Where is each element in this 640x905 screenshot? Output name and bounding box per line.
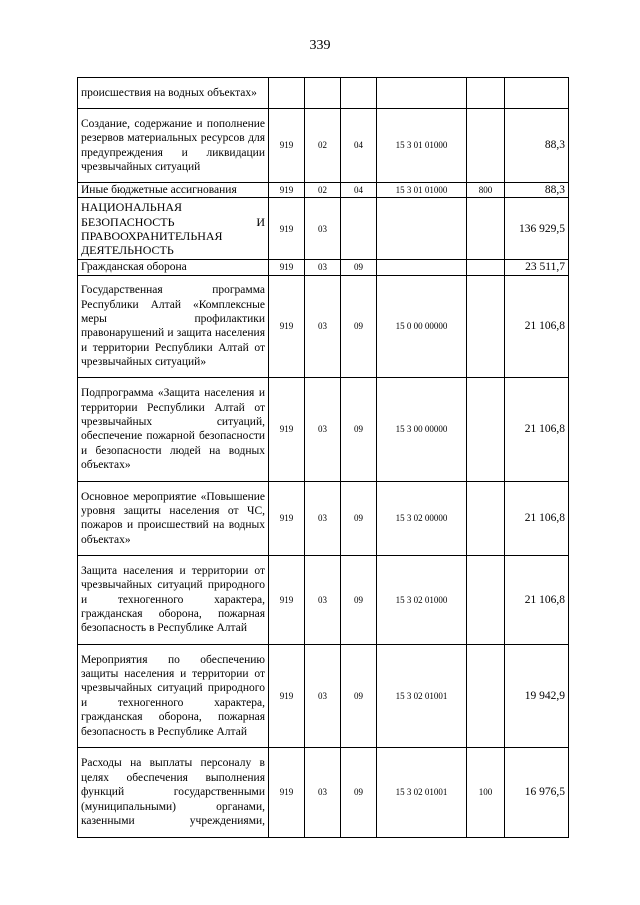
row-grbs: 919 <box>269 377 305 481</box>
row-csr: 15 3 02 01001 <box>377 644 467 747</box>
row-csr: 15 3 00 00000 <box>377 377 467 481</box>
row-name: Расходы на выплаты персоналу в целях обеспечения выполнения функций государственными (муниципальными) органами, казенными учреждениями, <box>78 747 269 837</box>
row-csr <box>377 198 467 260</box>
row-sum: 16 976,5 <box>505 747 569 837</box>
row-sum <box>505 78 569 109</box>
row-rz: 03 <box>305 260 341 275</box>
row-pr <box>341 78 377 109</box>
row-vr: 800 <box>467 183 505 198</box>
table-row <box>78 481 569 555</box>
row-grbs: 919 <box>269 644 305 747</box>
row-sum: 21 106,8 <box>505 377 569 481</box>
row-vr: 100 <box>467 747 505 837</box>
row-name: Гражданская оборона <box>78 260 269 275</box>
row-csr: 15 3 01 01000 <box>377 109 467 183</box>
row-rz <box>305 78 341 109</box>
row-name: Создание, содержание и пополнение резервов материальных ресурсов для предупреждения и ликвидации чрезвычайных ситуаций <box>78 109 269 183</box>
row-name: НАЦИОНАЛЬНАЯ БЕЗОПАСНОСТЬ И ПРАВООХРАНИТЕЛЬНАЯ ДЕЯТЕЛЬНОСТЬ <box>78 198 269 260</box>
row-sum: 21 106,8 <box>505 481 569 555</box>
row-rz: 03 <box>305 481 341 555</box>
row-name: Основное мероприятие «Повышение уровня защиты населения от ЧС, пожаров и происшествий на водных объектах» <box>78 481 269 555</box>
row-sum: 21 106,8 <box>505 275 569 377</box>
row-sum: 88,3 <box>505 109 569 183</box>
row-rz: 03 <box>305 644 341 747</box>
row-vr <box>467 198 505 260</box>
row-vr <box>467 555 505 644</box>
row-name: Мероприятия по обеспечению защиты населения и территории от чрезвычайных ситуаций природного и техногенного характера, гражданская оборона, пожарная безопасность в Республике Алтай <box>78 644 269 747</box>
row-grbs: 919 <box>269 275 305 377</box>
table-row <box>78 183 569 198</box>
row-grbs: 919 <box>269 481 305 555</box>
row-pr: 09 <box>341 377 377 481</box>
row-pr: 09 <box>341 260 377 275</box>
row-pr: 09 <box>341 555 377 644</box>
row-grbs: 919 <box>269 260 305 275</box>
budget-table <box>77 77 569 838</box>
row-grbs: 919 <box>269 198 305 260</box>
row-grbs: 919 <box>269 183 305 198</box>
row-csr: 15 3 01 01000 <box>377 183 467 198</box>
row-pr: 09 <box>341 644 377 747</box>
row-vr <box>467 644 505 747</box>
row-grbs: 919 <box>269 555 305 644</box>
row-rz: 03 <box>305 275 341 377</box>
row-name: Иные бюджетные ассигнования <box>78 183 269 198</box>
row-csr: 15 3 02 01001 <box>377 747 467 837</box>
row-rz: 03 <box>305 377 341 481</box>
row-vr <box>467 78 505 109</box>
row-vr <box>467 275 505 377</box>
row-pr: 04 <box>341 109 377 183</box>
table-row <box>78 555 569 644</box>
row-sum: 23 511,7 <box>505 260 569 275</box>
row-vr <box>467 109 505 183</box>
row-name: происшествия на водных объектах» <box>78 78 269 109</box>
row-pr: 09 <box>341 481 377 555</box>
row-name: Государственная программа Республики Алтай «Комплексные меры профилактики правонарушений и защита населения и территории Республики Алтай от чрезвычайных ситуаций» <box>78 275 269 377</box>
row-rz: 03 <box>305 555 341 644</box>
table-row <box>78 377 569 481</box>
row-sum: 88,3 <box>505 183 569 198</box>
row-pr: 09 <box>341 275 377 377</box>
table-row <box>78 198 569 260</box>
row-csr <box>377 78 467 109</box>
row-name: Защита населения и территории от чрезвычайных ситуаций природного и техногенного характера, гражданская оборона, пожарная безопасность в Республике Алтай <box>78 555 269 644</box>
row-csr: 15 3 02 01000 <box>377 555 467 644</box>
row-rz: 03 <box>305 198 341 260</box>
row-vr <box>467 377 505 481</box>
row-grbs <box>269 78 305 109</box>
table-row <box>78 109 569 183</box>
row-rz: 02 <box>305 109 341 183</box>
row-grbs: 919 <box>269 747 305 837</box>
table-row <box>78 275 569 377</box>
row-pr <box>341 198 377 260</box>
table-row <box>78 747 569 837</box>
row-csr: 15 0 00 00000 <box>377 275 467 377</box>
row-sum: 21 106,8 <box>505 555 569 644</box>
row-sum: 136 929,5 <box>505 198 569 260</box>
table-row <box>78 260 569 275</box>
row-pr: 04 <box>341 183 377 198</box>
page-number: 339 <box>309 38 331 53</box>
row-sum: 19 942,9 <box>505 644 569 747</box>
row-vr <box>467 481 505 555</box>
row-pr: 09 <box>341 747 377 837</box>
table-row <box>78 644 569 747</box>
row-name: Подпрограмма «Защита населения и территории Республики Алтай от чрезвычайных ситуаций, обеспечение пожарной безопасности и безопасности людей на водных объектах» <box>78 377 269 481</box>
row-rz: 03 <box>305 747 341 837</box>
row-csr <box>377 260 467 275</box>
row-csr: 15 3 02 00000 <box>377 481 467 555</box>
row-rz: 02 <box>305 183 341 198</box>
row-vr <box>467 260 505 275</box>
row-grbs: 919 <box>269 109 305 183</box>
table-row <box>78 78 569 109</box>
